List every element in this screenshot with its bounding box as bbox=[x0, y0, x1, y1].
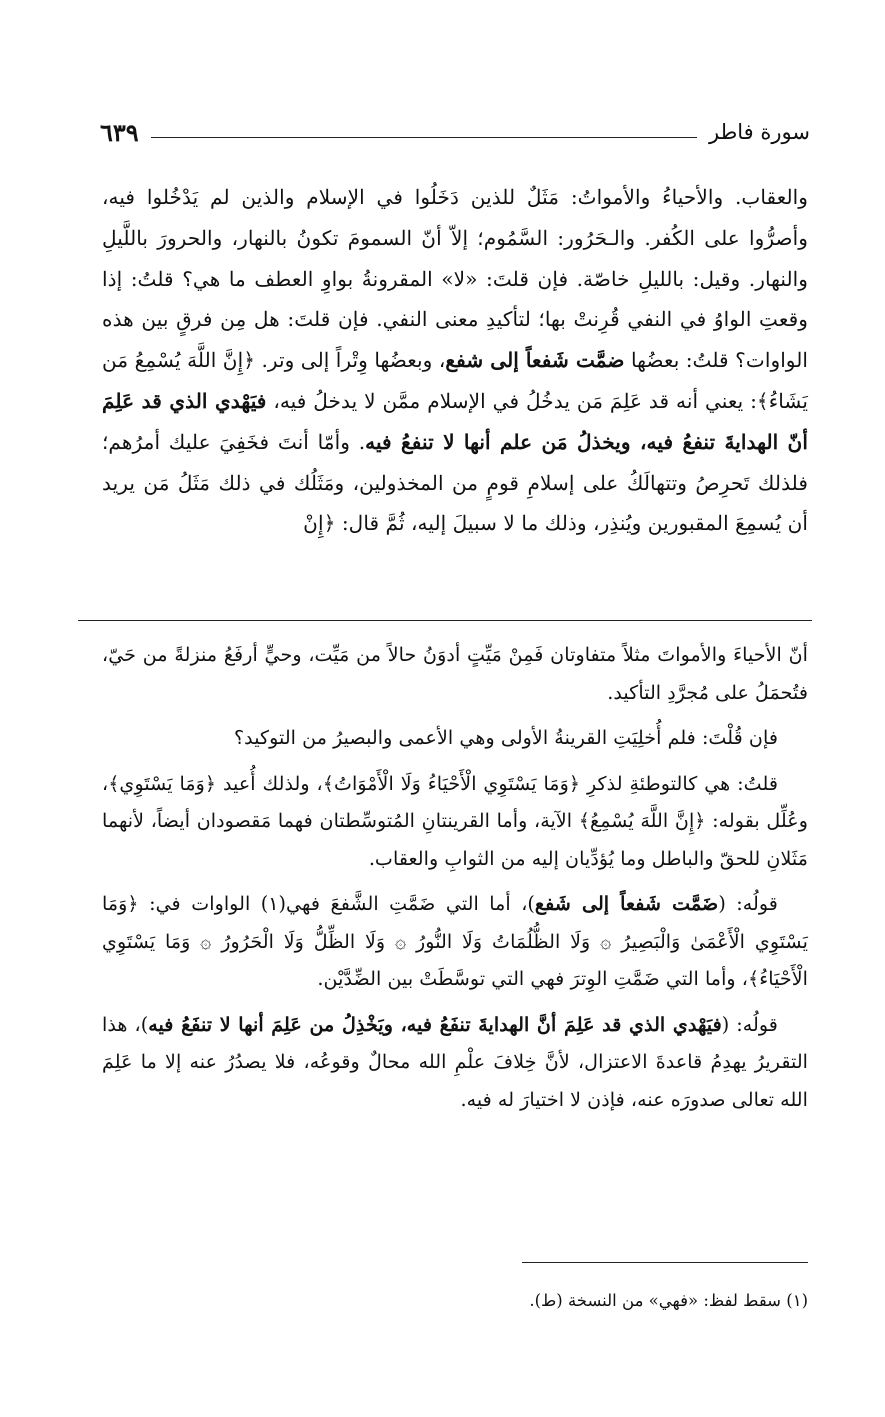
page-header bbox=[100, 112, 810, 152]
main-text-segment: والعقاب. والأحياءُ والأمواتُ: مَثَلٌ للذين دَخَلُوا في الإسلام والذين لم يَدْخُلوا فيه، وأصرُّوا على الكُفر. والـحَرُور: السَّمُوم؛ إلاّ أنّ السمومَ تكونُ بالنهار، والحرورَ باللَّيلِ والنهار. وقيل: بالليلِ خاصّة. فإن قلتَ: «لا» المقرونةُ بواوِ العطف ما هي؟ قلتُ: إذا وقعتِ الواوُ في النفي قُرِنتْ بها؛ لتأكيدِ معنى النفي. فإن قلتَ: هل مِن فرقٍ بين هذه الواوات؟ قلتُ: بعضُها bbox=[102, 185, 809, 373]
main-text-bold-segment: فيَهْدي الذي قد عَلِمَ أنّ الهدايةَ تنفعُ فيه، ويخذلُ مَن علم أنها لا تنفعُ فيه bbox=[102, 388, 808, 454]
running-title: سورة فاطر bbox=[708, 120, 810, 144]
header-rule bbox=[151, 137, 697, 138]
commentary-paragraph bbox=[102, 885, 808, 998]
commentary-paragraph: قلتُ: هي كالتوطئةِ لذكرِ ﴿وَمَا يَسْتَوِي الْأَحْيَاءُ وَلَا الْأَمْوَاتُ﴾، ولذلك أُعيد ﴿وَمَا يَسْتَوِي﴾، وعُلِّل بقوله: ﴿إِنَّ اللَّهَ يُسْمِعُ﴾ الآية، وأما القرينتانِ المُتوسِّطتان فهما مَقصودان أيضاً، لأنهما مَثَلانِ للحقّ والباطل وما يُؤدِّيان إليه من الثوابِ والعقاب. bbox=[102, 771, 808, 870]
main-text bbox=[102, 177, 808, 544]
commentary-segment: )، هذا التقريرُ يهدِمُ قاعدةَ الاعتزال، لأنَّ خِلافَ علْمِ الله محالٌ وقوعُه، فلا يصدُرُ عنه إلا ما عَلِمَ الله تعالى صدورَه عنه، فإذن لا اختيارَ له فيه. bbox=[102, 1012, 808, 1111]
commentary-paragraph bbox=[102, 1006, 808, 1119]
commentary-paragraph: فإن قُلْتَ: فلم أُخلِيَتِ القرينةُ الأولى وهي الأعمى والبصيرُ من التوكيد؟ bbox=[233, 726, 778, 749]
commentary-segment: )، أما التي ضَمَّتِ الشَّفعَ فهي(١) الواوات في: ﴿وَمَا يَسْتَوِي الْأَعْمَىٰ وَالْبَصِيرُ ۞ وَلَا الظُّلُمَاتُ وَلَا النُّورُ ۞ وَلَا الظِّلُّ وَلَا الْحَرُورُ ۞ وَمَا يَسْتَوِي الْأَحْيَاءُ﴾، وأما التي ضَمَّتِ الوِترَ فهي التي توسَّطَتْ بين الضِّدَّيْن. bbox=[102, 892, 808, 990]
commentary-segment: قولُه: ( bbox=[721, 1012, 778, 1036]
commentary-bold-segment: فيَهْدي الذي قد عَلِمَ أنَّ الهدايةَ تنفَعُ فيه، ويَخْذِلُ من عَلِمَ أنها لا تنفَعُ فيه bbox=[148, 1012, 722, 1036]
main-text-bold-segment: ضمَّت شَفعاً إلى شفع bbox=[445, 348, 625, 373]
footnote: (١) سقط لفظ: «فهي» من النسخة (ط). bbox=[529, 1291, 808, 1310]
commentary-paragraph: أنّ الأحياءَ والأمواتَ مثلاً متفاوتان فَمِنْ مَيِّتٍ أدوَنُ حالاً من مَيِّت، وحيٍّ أرفَعُ منزلةً من حَيّ، فتُحمَلُ على مُجرَّدِ التأكيد. bbox=[102, 643, 808, 704]
main-paragraph bbox=[102, 177, 808, 544]
page-number: ٦٣٩ bbox=[100, 117, 139, 147]
main-divider bbox=[78, 620, 812, 621]
commentary-segment: قولُه: ( bbox=[718, 892, 778, 915]
commentary bbox=[102, 636, 808, 1126]
commentary-bold-segment: ضَمَّت شَفعاً إلى شَفع bbox=[534, 892, 719, 915]
main-text-segment: . وأمّا أنتَ فخَفِيَ عليك أمرُهم؛ فلذلك تَحرِصُ وتتهالَكُ على إسلامِ قومٍ من المخذولين، ومَثَلُك في ذلك مَثَلُ مَن يريد أن يُسمِعَ المقبورين ويُنذِر، وذلك ما لا سبيلَ إليه، ثُمَّ قال: ﴿إِنْ bbox=[102, 429, 808, 536]
main-text-segment: ، وبعضُها وِتْراً إلى وتر. ﴿إِنَّ اللَّهَ يُسْمِعُ مَن يَشَاءُ﴾: يعني أنه قد عَلِمَ مَن يدخُلُ في الإسلام ممَّن لا يدخلُ فيه، bbox=[102, 348, 808, 413]
footnote-divider bbox=[522, 1262, 808, 1263]
